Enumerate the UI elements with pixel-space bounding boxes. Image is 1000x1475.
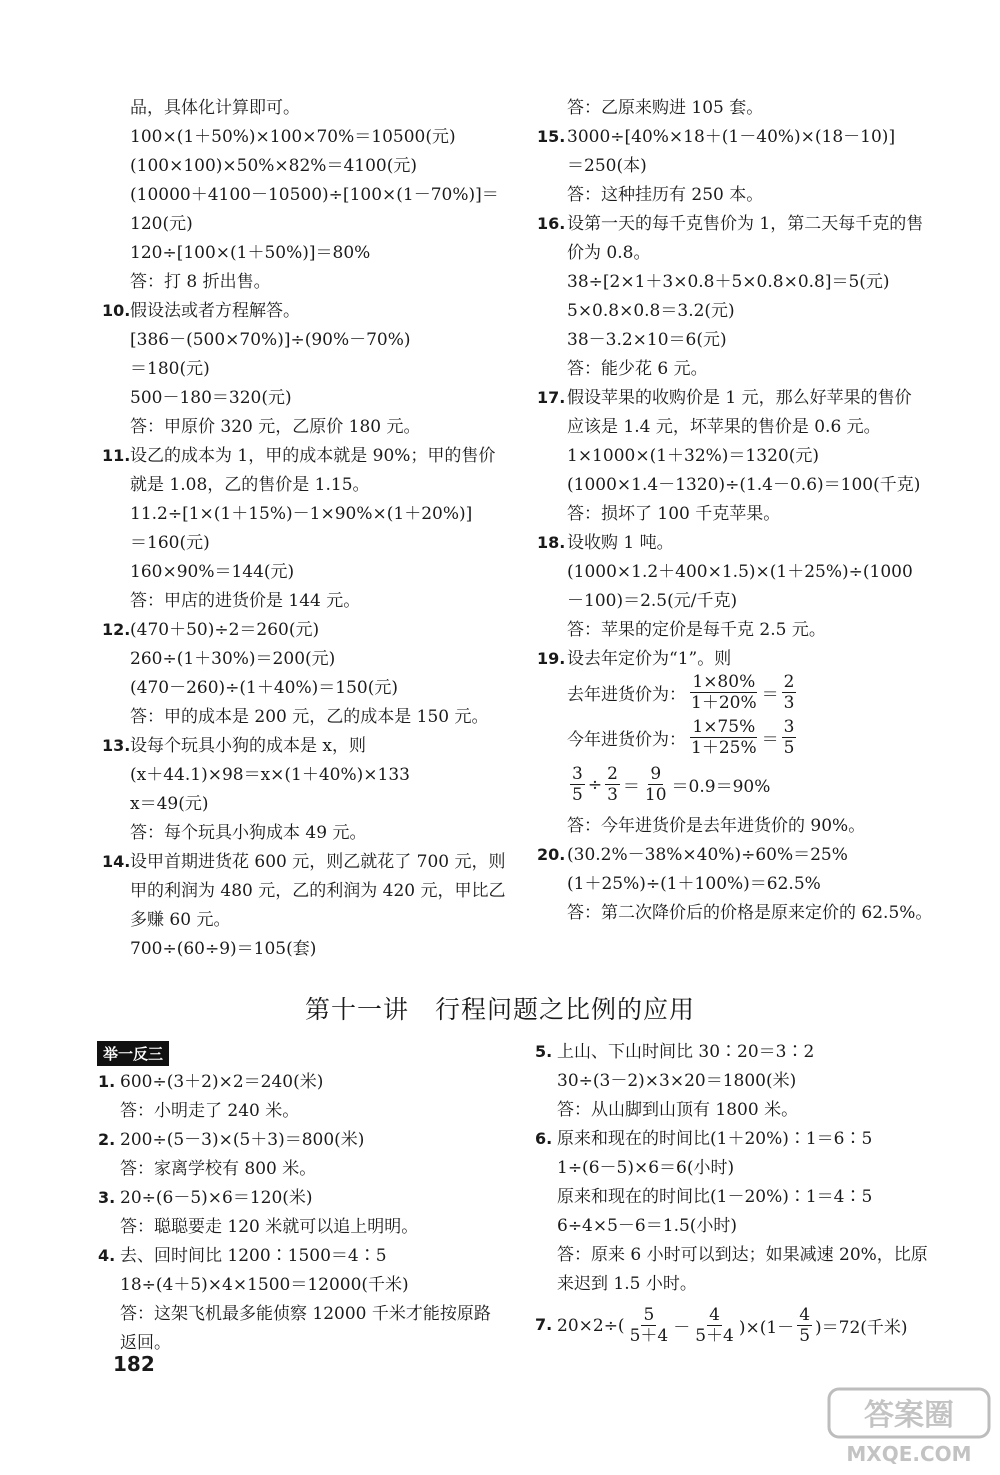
- answer-line: 答：损坏了 100 千克苹果。: [567, 504, 781, 524]
- problem-number: 20.: [537, 845, 566, 864]
- text-line: (x＋44.1)×98＝x×(1＋40%)×133: [130, 765, 410, 785]
- text-line: 应该是 1.4 元，坏苹果的售价是 0.6 元。: [567, 417, 881, 437]
- text-line: 就是 1.08，乙的售价是 1.15。: [130, 475, 370, 495]
- text-line: ＝250(本): [567, 156, 647, 176]
- fraction: [628, 1305, 671, 1346]
- text-line: 30÷(3－2)×3×20＝1800(米): [557, 1071, 797, 1091]
- fraction: [643, 764, 669, 805]
- answer-line: 答：今年进货价是去年进货价的 90%。: [567, 816, 866, 836]
- fraction: [689, 672, 759, 713]
- problem-number: 13.: [102, 736, 131, 755]
- problem-number: 14.: [102, 852, 131, 871]
- text-line: (1＋25%)÷(1＋100%)＝62.5%: [567, 874, 821, 894]
- fraction: [570, 764, 585, 805]
- text-line: 多赚 60 元。: [130, 910, 231, 930]
- equals-sign: ＝: [761, 730, 779, 750]
- numerator: 3: [572, 764, 583, 784]
- text-line: 11.2÷[1×(1＋15%)－1×90%×(1＋20%)]: [130, 504, 473, 524]
- fraction-equation: [567, 672, 799, 713]
- text-line: (470－260)÷(1＋40%)＝150(元): [130, 678, 398, 698]
- answer-line: 答：能少花 6 元。: [567, 359, 708, 379]
- problem-number: 19.: [537, 649, 566, 668]
- text-line: 100×(1＋50%)×100×70%＝10500(元): [130, 127, 456, 147]
- answer-line: 来迟到 1.5 小时。: [557, 1274, 697, 1294]
- text-line: 甲的利润为 480 元，乙的利润为 420 元，甲比乙: [130, 881, 506, 901]
- problem-number: 7.: [535, 1315, 553, 1334]
- text-line: 38－3.2×10＝6(元): [567, 330, 727, 350]
- answer-line: 答：打 8 折出售。: [130, 272, 271, 292]
- denominator: 10: [644, 785, 667, 805]
- text-line: 700÷(60÷9)＝105(套): [130, 939, 317, 959]
- watermark-text-top: 答案圈: [864, 1398, 954, 1433]
- text-line: (10000＋4100－10500)÷[100×(1－70%)]＝: [130, 185, 499, 205]
- text-line: 160×90%＝144(元): [130, 562, 295, 582]
- equation-text: )＝72(千米): [815, 1318, 908, 1338]
- problem-number: 11.: [102, 446, 131, 465]
- text-line: 品，具体化计算即可。: [130, 98, 300, 118]
- text-line: [386－(500×70%)]÷(90%－70%): [130, 330, 411, 350]
- text-line: 假设法或者方程解答。: [130, 301, 300, 321]
- denominator: 5＋4: [695, 1326, 734, 1346]
- text-line: 价为 0.8。: [567, 243, 651, 263]
- text-line: 设收购 1 吨。: [567, 533, 674, 553]
- text-line: 38÷[2×1＋3×0.8＋5×0.8×0.8]＝5(元): [567, 272, 890, 292]
- denominator: 5＋4: [629, 1326, 669, 1346]
- text-line: x＝49(元): [130, 794, 209, 814]
- text-line: 500－180＝320(元): [130, 388, 292, 408]
- denominator: 3: [783, 693, 795, 713]
- denominator: 1＋20%: [691, 693, 757, 713]
- equation-text: 20×2÷(: [557, 1315, 625, 1336]
- problem-number: 6.: [535, 1129, 553, 1148]
- text-line: 去、回时间比 1200∶1500＝4∶5: [120, 1246, 387, 1266]
- text-line: 600÷(3＋2)×2＝240(米): [120, 1072, 324, 1092]
- text-line: 120(元): [130, 214, 193, 234]
- watermark-text-bottom: MXQE.COM: [846, 1442, 972, 1466]
- answer-line: 答：甲的成本是 200 元，乙的成本是 150 元。: [130, 707, 489, 727]
- text-line: －100)＝2.5(元/千克): [567, 591, 738, 611]
- fraction-label: 去年进货价为：: [567, 685, 686, 705]
- result-text: ＝0.9＝90%: [671, 777, 771, 797]
- watermark-logo: [825, 1385, 995, 1467]
- problem-number: 12.: [102, 620, 131, 639]
- fraction: [605, 764, 620, 805]
- answer-line: 答：家离学校有 800 米。: [120, 1159, 317, 1179]
- fraction-equation: [567, 764, 770, 805]
- answer-line: 答：乙原来购进 105 套。: [567, 98, 764, 118]
- answer-line: 答：小明走了 240 米。: [120, 1101, 300, 1121]
- answer-line: 答：从山脚到山顶有 1800 米。: [557, 1100, 799, 1120]
- text-line: 设去年定价为“1”。则: [567, 649, 732, 669]
- page-number: 182: [113, 1352, 155, 1376]
- numerator: 2: [783, 672, 795, 692]
- denominator: 5: [799, 1326, 811, 1346]
- problem-number: 18.: [537, 533, 566, 552]
- answer-line: 答：聪聪要走 120 米就可以追上明明。: [120, 1217, 419, 1237]
- text-line: 5×0.8×0.8＝3.2(元): [567, 301, 735, 321]
- answer-line: 答：第二次降价后的价格是原来定价的 62.5%。: [567, 903, 933, 923]
- fraction: [797, 1305, 812, 1346]
- answer-line: 答：苹果的定价是每千克 2.5 元。: [567, 620, 826, 640]
- text-line: 18÷(4＋5)×4×1500＝12000(千米): [120, 1275, 409, 1295]
- text-line: 120÷[100×(1＋50%)]＝80%: [130, 243, 371, 263]
- problem-number: 3.: [98, 1188, 116, 1207]
- answer-line: 答：这架飞机最多能侦察 12000 千米才能按原路: [120, 1304, 491, 1324]
- fraction: [693, 1305, 736, 1346]
- text-line: ＝180(元): [130, 359, 210, 379]
- answer-line: 答：甲原价 320 元，乙原价 180 元。: [130, 417, 421, 437]
- equals-sign: ＝: [622, 777, 640, 797]
- numerator: 4: [709, 1305, 720, 1325]
- text-line: 设第一天的每千克售价为 1，第二天每千克的售: [567, 214, 924, 234]
- text-line: 6÷4×5－6＝1.5(小时): [557, 1216, 738, 1236]
- section-title: 第十一讲 行程问题之比例的应用: [304, 995, 695, 1024]
- text-line: (30.2%－38%×40%)÷60%＝25%: [567, 845, 848, 865]
- numerator: 1×80%: [692, 672, 756, 692]
- fraction-equation: [567, 717, 799, 758]
- numerator: 3: [783, 717, 795, 737]
- answer-line: 答：原来 6 小时可以到达；如果减速 20%，比原: [557, 1245, 928, 1265]
- equation-text: )×(1－: [738, 1318, 795, 1338]
- text-line: 20÷(6－5)×6＝120(米): [120, 1188, 313, 1208]
- minus-sign: －: [673, 1318, 691, 1338]
- problem-number: 2.: [98, 1130, 116, 1149]
- text-line: 原来和现在的时间比(1－20%)∶1＝4∶5: [557, 1187, 873, 1207]
- fraction: [782, 672, 797, 713]
- answer-line: 答：这种挂历有 250 本。: [567, 185, 764, 205]
- text-line: 假设苹果的收购价是 1 元，那么好苹果的售价: [567, 388, 912, 408]
- answer-line: 答：每个玩具小狗成本 49 元。: [130, 823, 367, 843]
- divide-sign: ÷: [587, 774, 603, 795]
- numerator: 2: [607, 764, 618, 784]
- numerator: 5: [643, 1305, 655, 1325]
- text-line: (470＋50)÷2＝260(元): [130, 620, 320, 640]
- denominator: 1＋25%: [691, 738, 757, 758]
- text-line: 200÷(5－3)×(5＋3)＝800(米): [120, 1130, 365, 1150]
- text-line: 设每个玩具小狗的成本是 x，则: [130, 736, 366, 756]
- numerator: 9: [650, 764, 662, 784]
- section-badge: 举一反三: [97, 1041, 169, 1066]
- fraction: [782, 717, 797, 758]
- text-line: 1×1000×(1＋32%)＝1320(元): [567, 446, 819, 466]
- problem-number: 15.: [537, 127, 566, 146]
- text-line: (100×100)×50%×82%＝4100(元): [130, 156, 417, 176]
- numerator: 4: [799, 1305, 811, 1325]
- text-line: 设甲首期进货花 600 元，则乙就花了 700 元，则: [130, 852, 506, 872]
- text-line: 1÷(6－5)×6＝6(小时): [557, 1158, 735, 1178]
- problem-number: 4.: [98, 1246, 116, 1265]
- problem-number: 10.: [102, 301, 131, 320]
- problem-number: 1.: [98, 1072, 116, 1091]
- text-line: (1000×1.2＋400×1.5)×(1＋25%)÷(1000: [567, 562, 913, 582]
- fraction: [689, 717, 759, 758]
- text-line: 260÷(1＋30%)＝200(元): [130, 649, 336, 669]
- fraction-equation: [557, 1305, 908, 1346]
- equals-sign: ＝: [761, 685, 779, 705]
- problem-number: 16.: [537, 214, 566, 233]
- denominator: 5: [572, 785, 583, 805]
- text-line: 设乙的成本为 1，甲的成本就是 90%；甲的售价: [130, 446, 496, 466]
- fraction-label: 今年进货价为：: [567, 730, 686, 750]
- problem-number: 5.: [535, 1042, 553, 1061]
- numerator: 1×75%: [692, 717, 756, 737]
- denominator: 5: [783, 738, 795, 758]
- answer-line: 答：甲店的进货价是 144 元。: [130, 591, 361, 611]
- text-line: (1000×1.4－1320)÷(1.4－0.6)＝100(千克): [567, 475, 921, 495]
- answer-line: 返回。: [120, 1333, 171, 1353]
- text-line: 原来和现在的时间比(1＋20%)∶1＝6∶5: [557, 1129, 873, 1149]
- denominator: 3: [607, 785, 618, 805]
- text-line: 上山、下山时间比 30∶20＝3∶2: [557, 1042, 815, 1062]
- problem-number: 17.: [537, 388, 566, 407]
- text-line: 3000÷[40%×18＋(1－40%)×(18－10)]: [567, 127, 896, 147]
- text-line: ＝160(元): [130, 533, 210, 553]
